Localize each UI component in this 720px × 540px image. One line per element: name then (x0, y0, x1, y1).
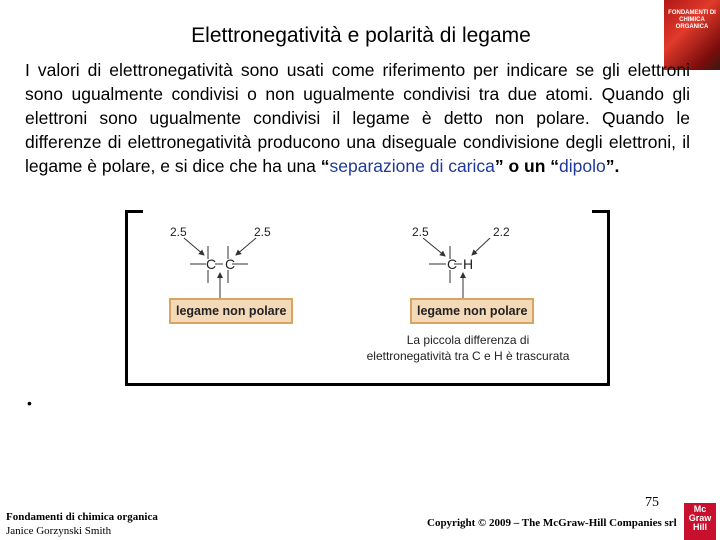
electronegativity-value: 2.5 (412, 225, 429, 239)
bond-type-label: legame non polare (410, 298, 534, 324)
highlight-charge-separation: separazione di carica (329, 156, 495, 176)
copyright: Copyright © 2009 – The McGraw-Hill Companies srl (427, 517, 677, 529)
book-cover-image: FONDAMENTI DI CHIMICA ORGANICA (664, 0, 720, 70)
publisher-logo: Mc Graw Hill (684, 503, 716, 540)
slide-title: Elettronegatività e polarità di legame (191, 24, 531, 47)
footer-book-info: Fondamenti di chimica organica Janice Gorzynski Smith (6, 511, 158, 537)
atom-label: C (206, 256, 217, 272)
page-number: 75 (645, 495, 659, 510)
electronegativity-value: 2.5 (170, 225, 187, 239)
body-paragraph: I valori di elettronegatività sono usati come riferimento per indicare se gli elettroni sono ugualmente condivisi o non ugualmente condivisi tra due atomi. Quando gli elettroni sono ugualmente condivisi il legame è detto non polare. Quando le differenze di elettronegatività producono una diseguale condivisione degli elettroni, il legame è polare, e si dice che ha una “separazione di carica” o un “dipolo”. (25, 60, 690, 176)
atom-label: C (447, 256, 458, 272)
figure-caption: La piccola differenza di elettronegatività tra C e H è trascurata (366, 333, 570, 363)
bond-polarity-figure (125, 210, 610, 386)
empty-bullet: • (27, 395, 32, 411)
highlight-dipole: dipolo (559, 156, 606, 176)
electronegativity-value: 2.5 (254, 225, 271, 239)
bond-type-label: legame non polare (169, 298, 293, 324)
atom-label: H (463, 256, 474, 272)
electronegativity-value: 2.2 (493, 225, 510, 239)
atom-label: C (225, 256, 236, 272)
